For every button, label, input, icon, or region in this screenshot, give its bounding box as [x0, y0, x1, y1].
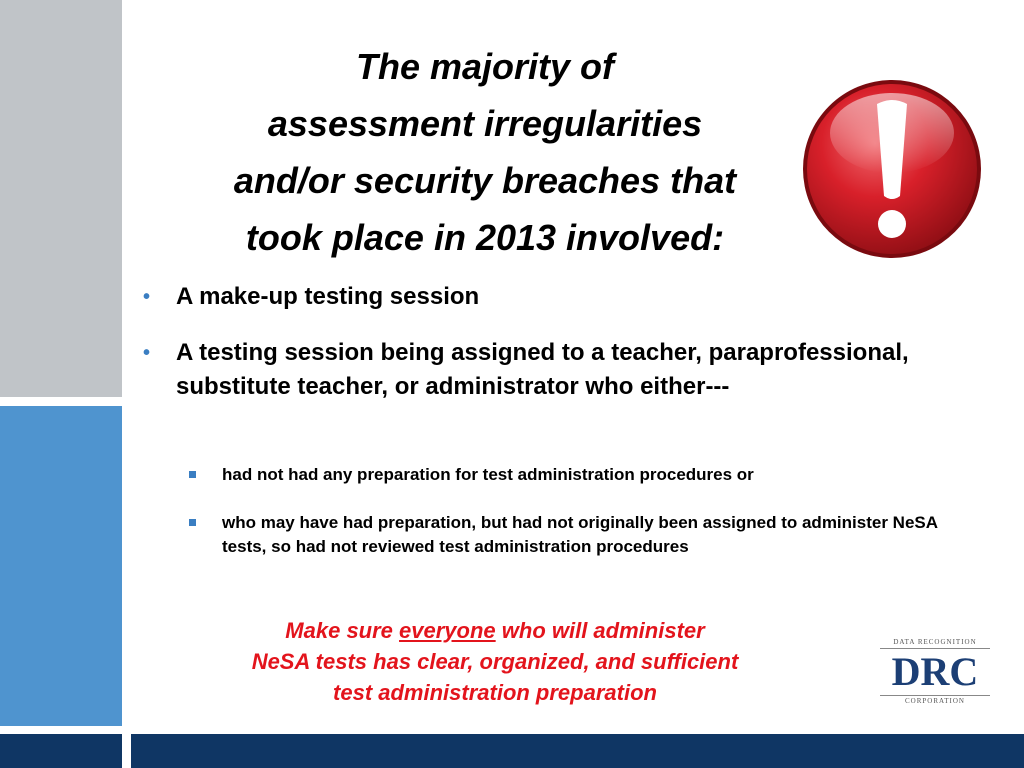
title-line-1: The majority of	[355, 46, 615, 87]
slide-title	[170, 38, 800, 266]
logo-bottom-text: CORPORATION	[904, 697, 965, 705]
callout-line-1	[150, 615, 840, 646]
callout-emphasis: everyone	[399, 618, 496, 643]
square-bullet-icon	[189, 471, 196, 478]
footer-bar	[131, 734, 1024, 768]
callout-line-2: NeSA tests has clear, organized, and sufficient	[251, 649, 739, 674]
bullet-dot-icon: •	[143, 342, 151, 364]
title-line-4: took place in 2013 involved:	[245, 217, 725, 258]
title-line-3: and/or security breaches that	[233, 160, 737, 201]
sidebar-gray-panel	[0, 0, 122, 397]
bullet-text: A testing session being assigned to a teacher, paraprofessional, substitute teacher, or administrator who either---	[176, 339, 909, 400]
list-item	[186, 463, 946, 487]
bullet-list	[140, 280, 970, 404]
logo-mark: DRC	[891, 649, 979, 694]
sidebar-blue-panel	[0, 406, 122, 726]
square-bullet-icon	[189, 519, 196, 526]
logo-top-text: DATA RECOGNITION	[893, 638, 977, 646]
sub-bullet-text: had not had any preparation for test administration procedures or	[222, 465, 754, 484]
drc-logo	[880, 638, 990, 708]
list-item	[140, 336, 970, 404]
bullet-dot-icon: •	[143, 286, 151, 308]
sub-bullet-list	[186, 463, 946, 559]
callout-pre: Make sure	[285, 618, 400, 643]
sub-bullet-text: who may have had preparation, but had not originally been assigned to administer NeSA tests, so had not reviewed test administration procedures	[222, 513, 938, 556]
callout-post: who will administer	[495, 618, 705, 643]
exclamation-alert-icon	[801, 78, 983, 260]
bullet-text: A make-up testing session	[176, 283, 480, 310]
callout-line-3: test administration preparation	[333, 680, 657, 705]
list-item	[140, 280, 970, 314]
footer-bar-left	[0, 734, 122, 768]
callout-text	[150, 615, 840, 708]
logo-rule	[880, 695, 990, 696]
list-item	[186, 511, 946, 559]
title-line-2: assessment irregularities	[267, 103, 703, 144]
